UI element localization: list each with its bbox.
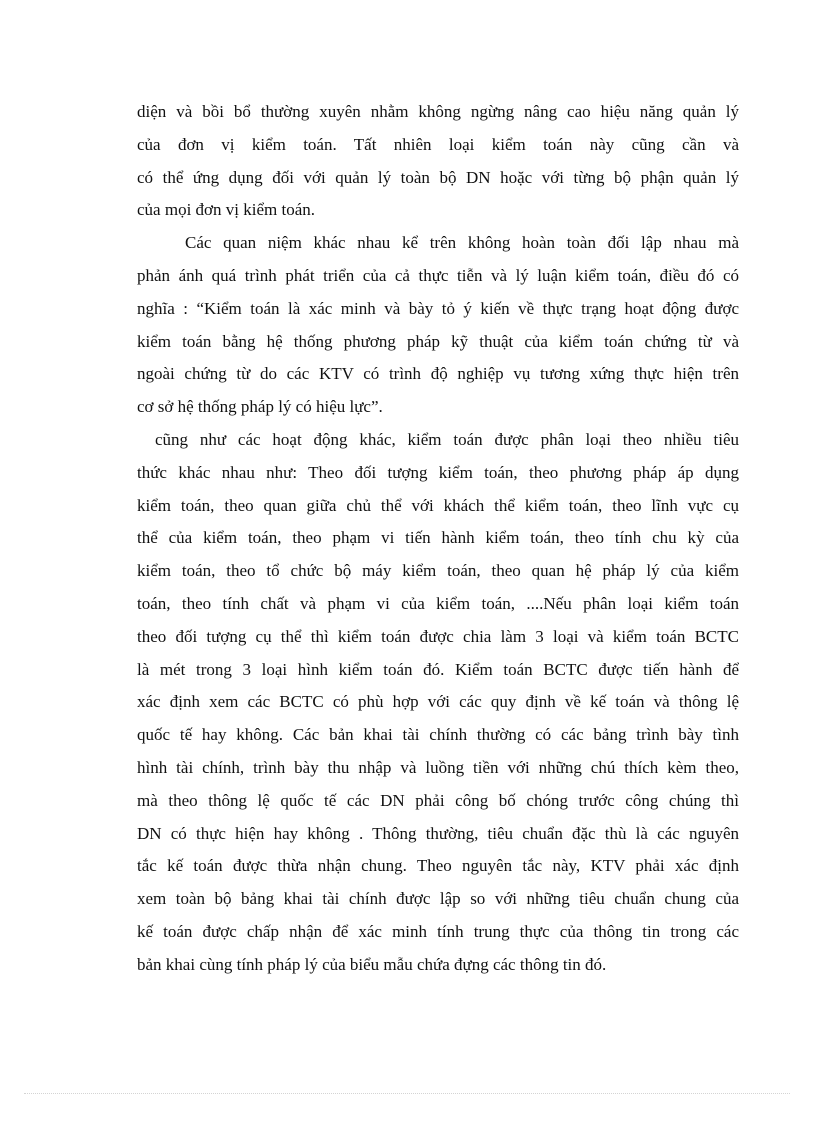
paragraph-1	[137, 96, 739, 227]
paragraph-2	[137, 227, 739, 424]
paragraph-line: mà theo thông lệ quốc tế các DN phải công bố chóng trước công chúng thì	[137, 790, 739, 810]
paragraph-line: cơ sở hệ thống pháp lý có hiệu lực”.	[137, 397, 383, 417]
paragraph-line: kiểm toán, theo quan giữa chủ thể với khách thể kiểm toán, theo lĩnh vực cụ	[137, 495, 739, 515]
paragraph-line: toán, theo tính chất và phạm vi của kiểm toán, ....Nếu phân loại kiểm toán	[137, 593, 739, 613]
paragraph-line: có thể ứng dụng đối với quản lý toàn bộ DN hoặc với từng bộ phận quản lý	[137, 167, 739, 187]
paragraph-line: theo đối tượng cụ thể thì kiểm toán được chia làm 3 loại và kiểm toán BCTC	[137, 626, 739, 646]
paragraph-line: xem toàn bộ bảng khai tài chính được lập so với những tiêu chuẩn chung của	[137, 889, 739, 909]
paragraph-line: của mọi đơn vị kiểm toán.	[137, 200, 316, 220]
paragraph-line: cũng như các hoạt động khác, kiểm toán được phân loại theo nhiều tiêu	[155, 429, 739, 449]
paragraph-line: phản ánh quá trình phát triển của cả thực tiễn và lý luận kiểm toán, điều đó có	[137, 265, 739, 285]
paragraph-line: Các quan niệm khác nhau kể trên không hoàn toàn đối lập nhau mà	[185, 233, 739, 253]
paragraph-line: của đơn vị kiểm toán. Tất nhiên loại kiểm toán này cũng cần và	[137, 134, 739, 154]
paragraph-line: ngoài chứng từ do các KTV có trình độ nghiệp vụ tương xứng thực hiện trên	[137, 364, 739, 384]
paragraph-3	[137, 424, 739, 982]
paragraph-line: kiểm toán bằng hệ thống phương pháp kỹ thuật của kiểm toán chứng từ và	[137, 331, 739, 351]
paragraph-line: tắc kế toán được thừa nhận chung. Theo nguyên tắc này, KTV phải xác định	[137, 856, 739, 876]
paragraph-line: quốc tế hay không. Các bản khai tài chính thường có các bảng trình bày tình	[137, 725, 739, 745]
paragraph-line: xác định xem các BCTC có phù hợp với các quy định về kế toán và thông lệ	[137, 692, 739, 712]
footer-divider	[24, 1093, 790, 1094]
paragraph-line: thức khác nhau như: Theo đối tượng kiểm toán, theo phương pháp áp dụng	[137, 462, 739, 482]
paragraph-line: là mét trong 3 loại hình kiểm toán đó. Kiểm toán BCTC được tiến hành để	[137, 659, 739, 679]
paragraph-line: diện và bồi bổ thường xuyên nhằm không ngừng nâng cao hiệu năng quản lý	[137, 102, 739, 121]
paragraph-line: bản khai cùng tính pháp lý của biểu mẫu chứa đựng các thông tin đó.	[137, 954, 607, 974]
paragraph-line: kiểm toán, theo tổ chức bộ máy kiểm toán, theo quan hệ pháp lý của kiểm	[137, 561, 739, 581]
paragraph-line: nghĩa : “Kiểm toán là xác minh và bày tỏ ý kiến về thực trạng hoạt động được	[137, 298, 739, 318]
paragraph-line: thể của kiểm toán, theo phạm vi tiến hành kiểm toán, theo tính chu kỳ của	[137, 528, 739, 548]
paragraph-line: hình tài chính, trình bày thu nhập và luồng tiền với những chú thích kèm theo,	[137, 757, 739, 777]
paragraph-line: kế toán được chấp nhận để xác minh tính trung thực của thông tin trong các	[137, 921, 739, 941]
paragraph-line: DN có thực hiện hay không . Thông thường, tiêu chuẩn đặc thù là các nguyên	[137, 823, 739, 843]
body-text	[137, 96, 739, 982]
